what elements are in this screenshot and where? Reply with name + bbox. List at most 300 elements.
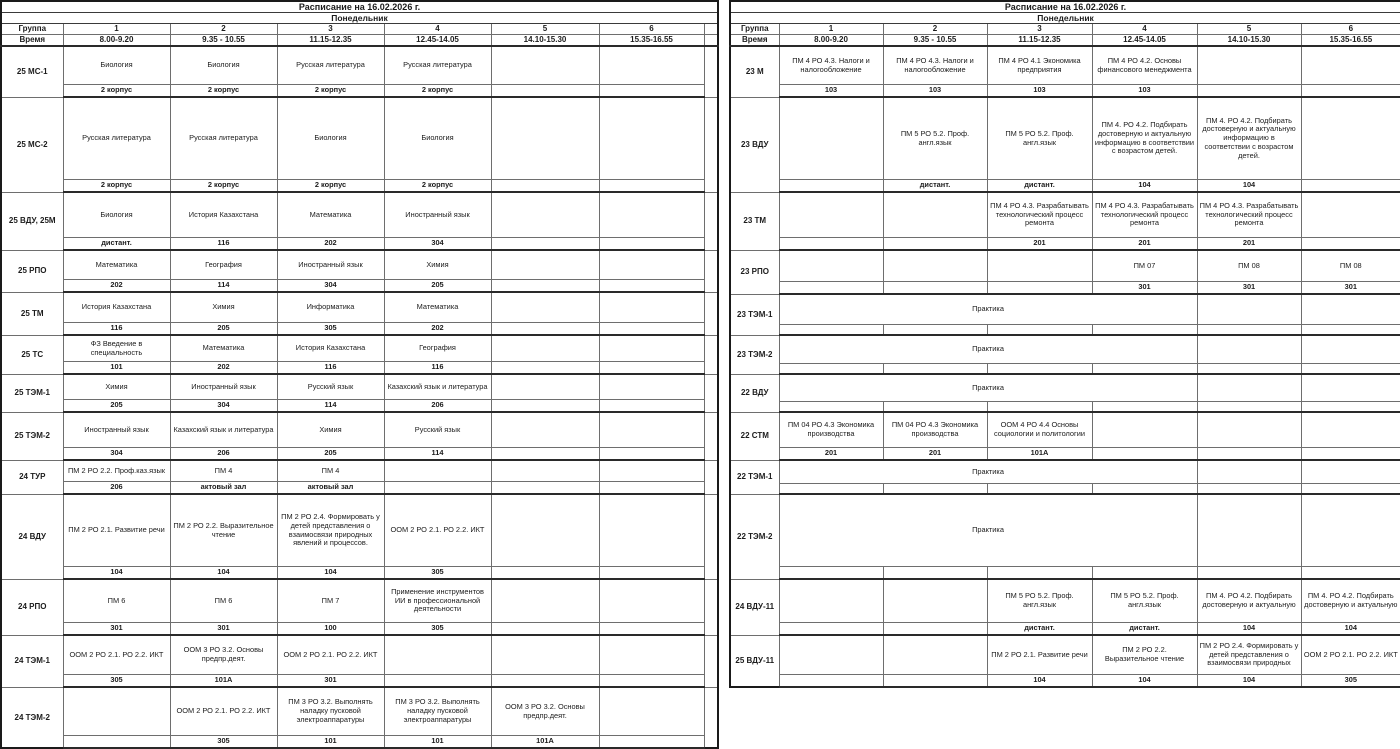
lesson-subject-text: ПМ 2 РО 2.2. Выразительное чтение	[171, 495, 277, 566]
period-time	[779, 35, 883, 47]
lesson-subject	[1092, 635, 1197, 675]
lesson-subject-text: ООМ 2 РО 2.1. РО 2.2. ИКТ	[171, 688, 277, 735]
lesson-subject	[277, 687, 384, 736]
lesson-room-text: дистант.	[988, 623, 1092, 634]
lesson-room	[987, 85, 1092, 98]
lesson-subject	[599, 292, 704, 323]
lesson-room-text: 104	[988, 675, 1092, 686]
lesson-subject	[384, 579, 491, 623]
lesson-room	[987, 325, 1092, 336]
lesson-subject-text: География	[385, 336, 491, 361]
group-name	[730, 374, 779, 412]
lesson-subject-text	[492, 336, 599, 361]
lesson-subject-text	[600, 251, 704, 279]
lesson-subject-text	[492, 461, 599, 481]
lesson-room	[883, 238, 987, 251]
lesson-room	[170, 280, 277, 293]
spacer-column	[704, 250, 718, 292]
lesson-room	[277, 400, 384, 413]
period-time-text: 12.45-14.05	[385, 35, 491, 45]
group-name	[1, 579, 63, 635]
period-time	[1301, 35, 1400, 47]
lesson-subject	[1092, 250, 1197, 282]
lesson-room	[170, 448, 277, 461]
lesson-room-text: 2 корпус	[171, 85, 277, 96]
lesson-room-text	[1302, 85, 1400, 96]
lesson-subject	[779, 412, 883, 448]
group-name-text: 25 РПО	[2, 252, 63, 291]
lesson-room-text: 104	[1198, 180, 1301, 191]
lesson-room	[170, 85, 277, 98]
lesson-room-text: 201	[884, 448, 987, 459]
lesson-subject	[63, 46, 170, 85]
lesson-room-text: 103	[1093, 85, 1197, 96]
lesson-room-text	[1198, 364, 1301, 373]
lesson-subject-text: Казахский язык и литература	[385, 375, 491, 399]
lesson-room	[491, 280, 599, 293]
lesson-room-text: 104	[1198, 675, 1301, 686]
lesson-room-text	[1302, 180, 1400, 191]
group-name-text: 25 ВДУ-11	[731, 636, 779, 685]
lesson-subject-text	[492, 293, 599, 322]
lesson-room-text	[1302, 364, 1400, 373]
lesson-room-text: 103	[780, 85, 883, 96]
group-name	[730, 97, 779, 192]
lesson-room-text	[884, 364, 987, 373]
spacer-column	[704, 635, 718, 687]
lesson-room	[170, 567, 277, 580]
lesson-room-text: 205	[385, 280, 491, 291]
time-column-header-text: Время	[2, 35, 63, 45]
lesson-subject-text	[492, 193, 599, 237]
lesson-room-text	[884, 325, 987, 334]
lesson-subject-text	[600, 375, 704, 399]
spacer-column-text	[705, 24, 718, 34]
period-time-text: 9.35 - 10.55	[171, 35, 277, 45]
lesson-room	[1197, 623, 1301, 636]
lesson-subject-text: ПМ 6	[171, 580, 277, 622]
lesson-subject	[599, 494, 704, 567]
lesson-subject-text: ПМ 2 РО 2.2. Проф.каз.язык	[64, 461, 170, 481]
lesson-room-text: 305	[278, 323, 384, 334]
lesson-subject	[491, 335, 599, 362]
lesson-subject	[170, 335, 277, 362]
lesson-subject	[384, 292, 491, 323]
group-name-text: 25 ТЭМ-2	[2, 414, 63, 459]
lesson-room-text	[600, 85, 704, 96]
lesson-room	[1301, 484, 1400, 495]
lesson-room-text: 104	[171, 567, 277, 578]
lesson-room	[1301, 623, 1400, 636]
period-number	[779, 24, 883, 35]
period-time	[170, 35, 277, 47]
lesson-room	[170, 362, 277, 375]
lesson-room	[63, 362, 170, 375]
lesson-room	[384, 482, 491, 495]
lesson-subject-text	[1093, 413, 1197, 447]
lesson-room-text: 201	[1198, 238, 1301, 249]
lesson-room	[883, 623, 987, 636]
lesson-room-text: 304	[171, 400, 277, 411]
lesson-subject-text	[600, 413, 704, 447]
spacer-column	[704, 192, 718, 250]
lesson-subject-text: Русская литература	[64, 98, 170, 179]
spacer-column	[704, 579, 718, 635]
lesson-room	[987, 567, 1092, 580]
lesson-room-text	[1198, 85, 1301, 96]
spacer-column	[704, 687, 718, 748]
lesson-room-text	[988, 567, 1092, 578]
lesson-room-text	[1302, 448, 1400, 459]
lesson-subject	[384, 412, 491, 448]
lesson-subject-text: ПМ 2 РО 2.1. Развитие речи	[988, 636, 1092, 674]
spacer-column	[704, 292, 718, 335]
lesson-room	[1301, 282, 1400, 295]
lesson-room	[63, 323, 170, 336]
period-time-text: 11.15-12.35	[988, 35, 1092, 45]
lesson-subject	[277, 494, 384, 567]
lesson-room	[1301, 238, 1400, 251]
lesson-subject	[1197, 97, 1301, 180]
lesson-subject-text: ООМ 4 РО 4.4 Основы социологии и политологии	[988, 413, 1092, 447]
lesson-subject	[277, 46, 384, 85]
lesson-room-text	[988, 484, 1092, 493]
lesson-room-text: 114	[171, 280, 277, 291]
group-column-header	[1, 24, 63, 35]
lesson-subject	[170, 460, 277, 482]
lesson-subject-text: Русский язык	[278, 375, 384, 399]
lesson-subject	[1197, 374, 1301, 402]
group-name-text: 23 ВДУ	[731, 99, 779, 191]
lesson-room	[277, 238, 384, 251]
group-name-text: 25 ВДУ, 25М	[2, 194, 63, 249]
lesson-room	[987, 282, 1092, 295]
lesson-subject	[63, 374, 170, 400]
lesson-room-text: 2 корпус	[171, 180, 277, 191]
group-name-text: 23 М	[731, 48, 779, 96]
lesson-subject	[1301, 412, 1400, 448]
period-time	[1197, 35, 1301, 47]
spacer-column-text	[705, 35, 718, 45]
group-name-text: 22 СТМ	[731, 414, 779, 459]
schedule-date-title	[730, 1, 1400, 13]
weekday-header-text: Понедельник	[731, 13, 1400, 23]
lesson-room-text	[884, 567, 987, 578]
lesson-room	[599, 567, 704, 580]
lesson-subject	[883, 46, 987, 85]
lesson-room-text	[492, 448, 599, 459]
lesson-room-text: 104	[1198, 623, 1301, 634]
lesson-room-text: 104	[278, 567, 384, 578]
lesson-subject	[883, 412, 987, 448]
period-number	[1092, 24, 1197, 35]
lesson-room-text	[64, 736, 170, 747]
lesson-room	[883, 484, 987, 495]
period-number	[1301, 24, 1400, 35]
lesson-room	[1197, 364, 1301, 375]
lesson-room	[1092, 325, 1197, 336]
lesson-room	[883, 325, 987, 336]
lesson-subject	[63, 335, 170, 362]
lesson-subject	[1301, 335, 1400, 364]
lesson-room	[1092, 180, 1197, 193]
lesson-room	[170, 623, 277, 636]
lesson-room	[491, 736, 599, 749]
spacer-column-text	[705, 496, 718, 578]
lesson-subject	[170, 250, 277, 280]
lesson-subject-text	[884, 580, 987, 622]
lesson-room	[987, 484, 1092, 495]
lesson-subject	[277, 250, 384, 280]
group-column-header	[730, 24, 779, 35]
lesson-room-text: дистант.	[988, 180, 1092, 191]
spacer-column-text	[705, 337, 718, 373]
lesson-subject-text	[600, 688, 704, 735]
lesson-subject-text: ПМ 2 РО 2.4. Формировать у детей представления о взаимосвязи природных	[1198, 636, 1301, 674]
lesson-room	[63, 280, 170, 293]
group-name-text: 22 ВДУ	[731, 376, 779, 411]
lesson-subject-text	[1198, 495, 1301, 566]
group-name	[1, 292, 63, 335]
lesson-room-text	[884, 238, 987, 249]
lesson-subject-text: ПМ 4 РО 4.3. Налоги и налогообложение	[780, 47, 883, 84]
lesson-subject-text: ПМ 04 РО 4.3 Экономика производства	[780, 413, 883, 447]
lesson-room-text	[1093, 402, 1197, 411]
weekday-header	[730, 13, 1400, 24]
period-number-text: 2	[884, 24, 987, 34]
lesson-room-text: 301	[1302, 282, 1400, 293]
lesson-subject	[63, 192, 170, 238]
lesson-subject-text: ПМ 5 РО 5.2. Проф. англ.язык	[988, 98, 1092, 179]
lesson-room-text	[780, 282, 883, 293]
lesson-subject-text: Биология	[64, 47, 170, 84]
lesson-room	[599, 85, 704, 98]
lesson-room-text: 104	[1093, 180, 1197, 191]
lesson-room	[384, 448, 491, 461]
lesson-room-text: 201	[780, 448, 883, 459]
lesson-subject	[1301, 46, 1400, 85]
lesson-subject-text	[1198, 461, 1301, 483]
lesson-room	[63, 400, 170, 413]
lesson-subject-text	[1302, 413, 1400, 447]
lesson-subject	[1301, 374, 1400, 402]
lesson-subject-text	[64, 688, 170, 735]
group-name-text: 22 ТЭМ-1	[731, 462, 779, 493]
lesson-room	[277, 323, 384, 336]
spacer-column-text	[705, 48, 718, 96]
practice-span	[779, 494, 1197, 567]
lesson-room-text	[492, 362, 599, 373]
lesson-subject	[1197, 494, 1301, 567]
lesson-room-text	[600, 623, 704, 634]
lesson-room	[384, 736, 491, 749]
period-time-text: 14.10-15.30	[1198, 35, 1301, 45]
lesson-room	[1092, 85, 1197, 98]
lesson-room-text: 201	[1093, 238, 1197, 249]
period-time-text: 8.00-9.20	[780, 35, 883, 45]
lesson-subject	[63, 687, 170, 736]
lesson-subject-text	[600, 98, 704, 179]
lesson-subject-text: География	[171, 251, 277, 279]
lesson-subject-text: ПМ 4 РО 4.1 Экономика предприятия	[988, 47, 1092, 84]
lesson-room	[599, 675, 704, 688]
lesson-subject-text: ПМ 2 РО 2.4. Формировать у детей представления о взаимосвязи природных явлений и процессов.	[278, 495, 384, 566]
lesson-subject	[599, 412, 704, 448]
lesson-subject	[599, 335, 704, 362]
lesson-room	[63, 736, 170, 749]
lesson-room	[599, 448, 704, 461]
lesson-room-text: 301	[1093, 282, 1197, 293]
lesson-room	[170, 323, 277, 336]
lesson-subject-text	[492, 375, 599, 399]
group-name-text: 25 ТЭМ-1	[2, 376, 63, 411]
lesson-subject	[170, 292, 277, 323]
lesson-room	[277, 180, 384, 193]
time-column-header	[1, 35, 63, 47]
lesson-subject	[1301, 250, 1400, 282]
group-name	[730, 460, 779, 494]
lesson-room	[599, 238, 704, 251]
lesson-room-text	[600, 400, 704, 411]
lesson-room	[384, 567, 491, 580]
lesson-room	[63, 675, 170, 688]
lesson-subject	[987, 46, 1092, 85]
lesson-subject-text	[1302, 193, 1400, 237]
lesson-room-text: 104	[1093, 675, 1197, 686]
lesson-subject	[63, 292, 170, 323]
lesson-room	[1301, 675, 1400, 688]
lesson-subject-text: ПМ 4	[278, 461, 384, 481]
lesson-room-text: 304	[278, 280, 384, 291]
period-time	[1092, 35, 1197, 47]
lesson-room	[1301, 180, 1400, 193]
lesson-subject-text: Химия	[171, 293, 277, 322]
spacer-column	[704, 46, 718, 97]
lesson-room-text	[492, 623, 599, 634]
lesson-subject-text: Применение инструментов ИИ в профессиональной деятельности	[385, 580, 491, 622]
lesson-room	[491, 482, 599, 495]
spacer-column	[704, 35, 718, 47]
lesson-room-text: 114	[278, 400, 384, 411]
lesson-room	[1092, 623, 1197, 636]
lesson-room-text	[884, 484, 987, 493]
lesson-subject-text: ПМ 6	[64, 580, 170, 622]
lesson-subject	[63, 579, 170, 623]
lesson-subject-text	[780, 636, 883, 674]
lesson-room-text: 305	[64, 675, 170, 686]
group-name-text: 23 ТЭМ-2	[731, 337, 779, 373]
period-number	[599, 24, 704, 35]
lesson-room-text: 101	[64, 362, 170, 373]
period-number-text: 5	[1198, 24, 1301, 34]
group-name	[1, 635, 63, 687]
lesson-subject	[1301, 494, 1400, 567]
period-number-text: 6	[1302, 24, 1400, 34]
group-name	[730, 46, 779, 97]
period-time-text: 8.00-9.20	[64, 35, 170, 45]
lesson-room	[779, 623, 883, 636]
lesson-subject	[63, 635, 170, 675]
group-name	[730, 494, 779, 579]
group-name-text: 25 ТМ	[2, 294, 63, 334]
lesson-room	[883, 402, 987, 413]
spacer-column	[704, 460, 718, 494]
schedule-table-right-container	[729, 0, 1400, 688]
lesson-room	[277, 736, 384, 749]
lesson-room-text	[780, 364, 883, 373]
lesson-subject	[987, 97, 1092, 180]
lesson-room	[883, 675, 987, 688]
spacer-column-text	[705, 581, 718, 634]
group-column-header-text: Группа	[731, 24, 779, 34]
lesson-room	[987, 675, 1092, 688]
lesson-room	[883, 180, 987, 193]
lesson-subject	[1197, 635, 1301, 675]
lesson-subject	[170, 46, 277, 85]
period-number-text: 1	[780, 24, 883, 34]
lesson-room-text	[1093, 567, 1197, 578]
lesson-subject	[63, 494, 170, 567]
lesson-room	[1092, 675, 1197, 688]
lesson-room	[1197, 448, 1301, 461]
lesson-subject-text: ПМ 4 РО 4.3. Разрабатывать технологический процесс ремонта	[1198, 193, 1301, 237]
lesson-room	[1092, 238, 1197, 251]
lesson-subject	[1301, 294, 1400, 325]
period-time	[277, 35, 384, 47]
lesson-room-text: 104	[1302, 623, 1400, 634]
schedule-date-title-text: Расписание на 16.02.2026 г.	[2, 2, 717, 12]
lesson-room	[277, 85, 384, 98]
lesson-subject	[779, 97, 883, 180]
practice-span-text: Практика	[780, 495, 1197, 566]
lesson-room	[170, 180, 277, 193]
lesson-room-text: 205	[171, 323, 277, 334]
lesson-subject	[491, 579, 599, 623]
lesson-room-text: дистант.	[884, 180, 987, 191]
lesson-subject-text	[385, 636, 491, 674]
practice-span	[779, 294, 1197, 325]
period-number-text: 4	[385, 24, 491, 34]
lesson-subject-text: ПМ 5 РО 5.2. Проф. англ.язык	[1093, 580, 1197, 622]
lesson-subject	[987, 579, 1092, 623]
lesson-subject-text	[492, 580, 599, 622]
lesson-room	[599, 623, 704, 636]
lesson-subject	[1301, 192, 1400, 238]
lesson-room-text	[600, 323, 704, 334]
lesson-subject	[277, 635, 384, 675]
lesson-subject-text	[600, 461, 704, 481]
lesson-room-text	[884, 402, 987, 411]
lesson-subject	[1092, 412, 1197, 448]
spacer-column	[704, 494, 718, 579]
spacer-column	[704, 412, 718, 460]
lesson-room	[1092, 567, 1197, 580]
lesson-room-text: дистант.	[64, 238, 170, 249]
period-number-text: 3	[278, 24, 384, 34]
lesson-room-text: 2 корпус	[385, 85, 491, 96]
group-name	[1, 335, 63, 374]
lesson-subject-text	[600, 636, 704, 674]
lesson-room	[277, 623, 384, 636]
period-time-text: 15.35-16.55	[1302, 35, 1400, 45]
group-column-header-text: Группа	[2, 24, 63, 34]
lesson-room	[779, 180, 883, 193]
lesson-room-text: актовый зал	[278, 482, 384, 493]
lesson-room	[1301, 364, 1400, 375]
lesson-subject	[63, 250, 170, 280]
lesson-room	[1092, 448, 1197, 461]
lesson-room	[1197, 180, 1301, 193]
